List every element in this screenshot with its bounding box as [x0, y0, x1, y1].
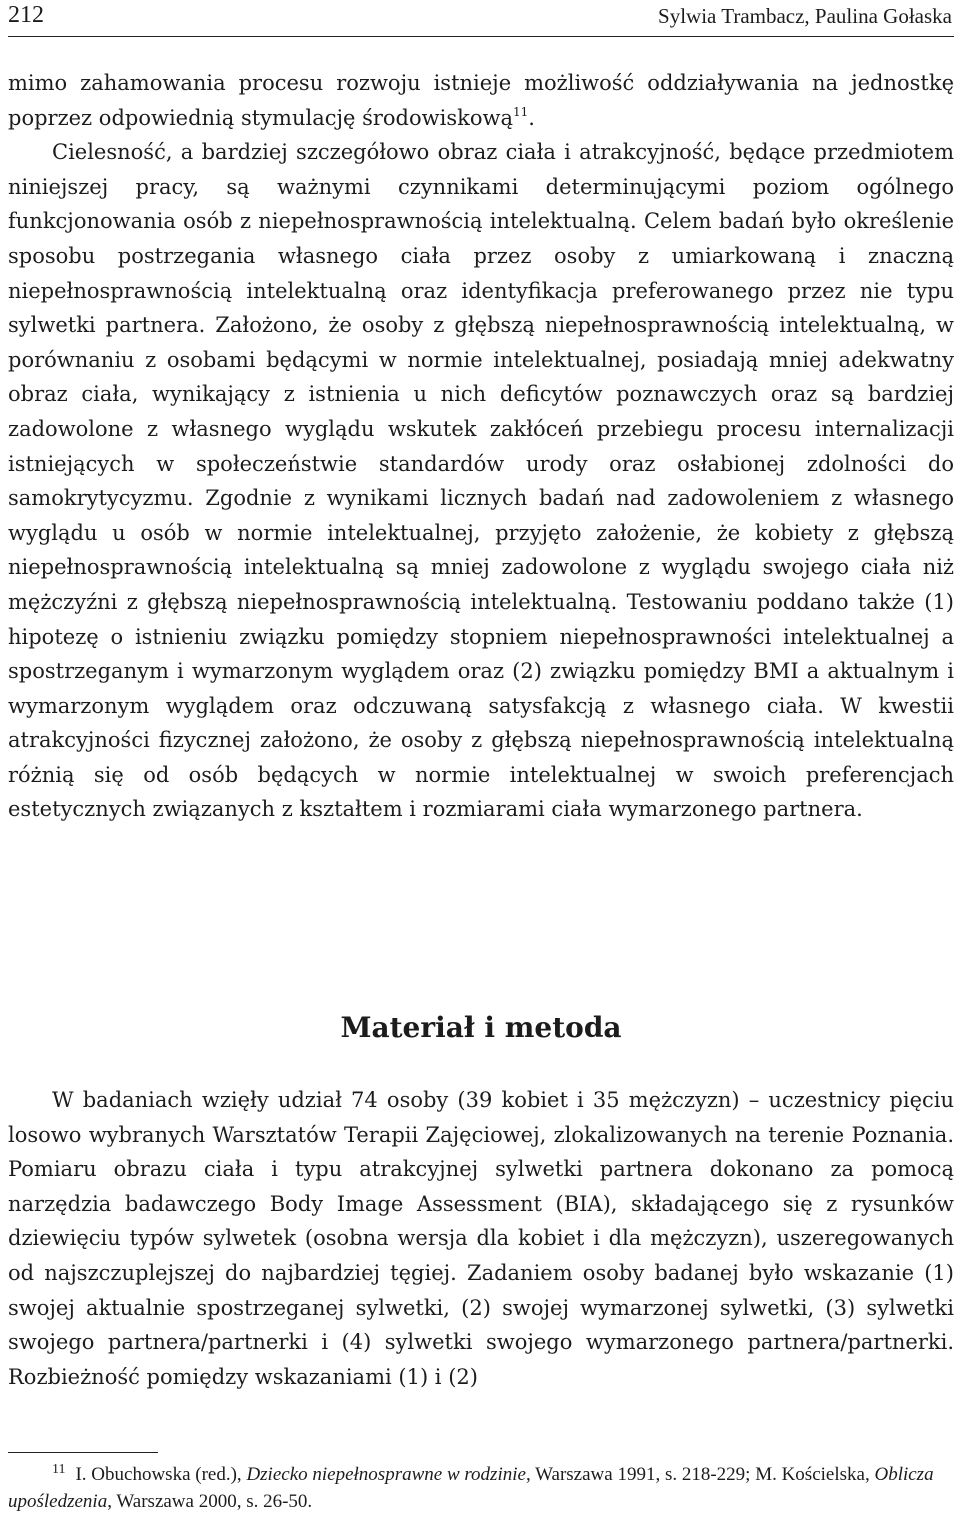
paragraph: W badaniach wzięły udział 74 osoby (39 kobiet i 35 mężczyzn) – uczestnicy pięciu losowo wybranych Warsztatów Terapii Zajęciowej, zlokalizowanych na terenie Poznania. Pomiaru obrazu ciała i typu atrakcyjnej sylwetki partnera dokonano za pomocą narzędzia badawczego Body Image Assessment (BIA), składającego się z rysunków dziewięciu typów sylwetek (osobna wersja dla kobiet i dla mężczyzn), uszeregowanych od najszczuplejszej do najbardziej tęgiej. Zadaniem osoby badanej było wskazanie (1) swojej aktualnie spostrzeganej sylwetki, (2) swojej wymarzonej sylwetki, (3) sylwetki swojego partnera/partnerki i (4) sylwetki swojego wymarzonego partnera/partnerki. Rozbieżność pomiędzy wskazaniami (1) i (2) [8, 1088, 954, 1389]
section-body [8, 1083, 954, 1394]
paragraph-end: . [528, 105, 535, 130]
footnote-text-2: , Warszawa 1991, s. 218-229; M. Kościelska, [525, 1464, 875, 1485]
footnote-rule [8, 1452, 158, 1453]
paragraph-continued [8, 66, 954, 135]
page-number: 212 [8, 2, 44, 28]
paragraph: Cielesność, a bardziej szczegółowo obraz ciała i atrakcyjność, będące przedmiotem niniejszej pracy, są ważnymi czynnikami determinującymi poziom ogólnego funkcjonowania osób z niepełnosprawnością intelektualną. Celem badań było określenie sposobu postrzegania własnego ciała przez osoby z umiarkowaną i znaczną niepełnosprawnością intelektualną oraz identyfikacja preferowanego przez nie typu sylwetki partnera. Założono, że osoby z głębszą niepełnosprawnością intelektualną, w porównaniu z osobami będącymi w normie intelektualnej, posiadają mniej adekwatny obraz ciała, wynikający z istnienia u nich deficytów poznawczych oraz są bardziej zadowolone z własnego wyglądu wskutek zakłóceń przebiegu procesu internalizacji istniejących w społeczeństwie standardów urody oraz osłabionej zdolności do samokrytycyzmu. Zgodnie z wynikami licznych badań nad zadowoleniem z własnego wyglądu u osób w normie intelektualnej, przyjęto założenie, że kobiety z głębszą niepełnosprawnością intelektualną są mniej zadowolone z wyglądu swojego ciała niż mężczyźni z głębszą niepełnosprawnością intelektualną. Testowaniu poddano także (1) hipotezę o istnieniu związku pomiędzy stopniem niepełnosprawności intelektualnej a spostrzeganym i wymarzonym wyglądem oraz (2) związku pomiędzy BMI a aktualnym i wymarzonym wyglądem oraz odczuwaną satysfakcją z własnego ciała. W kwestii atrakcyjności fizycznej założono, że osoby z głębszą niepełnosprawnością intelektualną różnią się od osób będących w normie intelektualnej w swoich preferencjach estetycznych związanych z kształtem i rozmiarami ciała wymarzonego partnera. [8, 140, 954, 822]
running-head-authors: Sylwia Trambacz, Paulina Gołaska [658, 4, 952, 28]
footnote-title-1: Dziecko niepełnosprawne w rodzinie [246, 1464, 526, 1485]
footnote-title-2: Oblicza upośledzenia [8, 1464, 934, 1512]
footnote-reference[interactable]: 11 [512, 104, 529, 119]
body-text [8, 66, 954, 827]
footnote-text-1: I. Obuchowska (red.), [75, 1464, 247, 1485]
header-rule [8, 36, 954, 37]
paragraph-text: mimo zahamowania procesu rozwoju istnieje możliwość oddziaływania na jednostkę poprzez odpowiednią stymulację środowiskową [8, 71, 954, 130]
document-page [8, 0, 954, 1517]
footnote-text-3: , Warszawa 2000, s. 26-50. [107, 1490, 313, 1512]
footnote [8, 1462, 954, 1515]
running-head [8, 0, 954, 34]
footnote-number: 11 [52, 1462, 66, 1477]
section-heading: Materiał i metoda [340, 1011, 622, 1044]
